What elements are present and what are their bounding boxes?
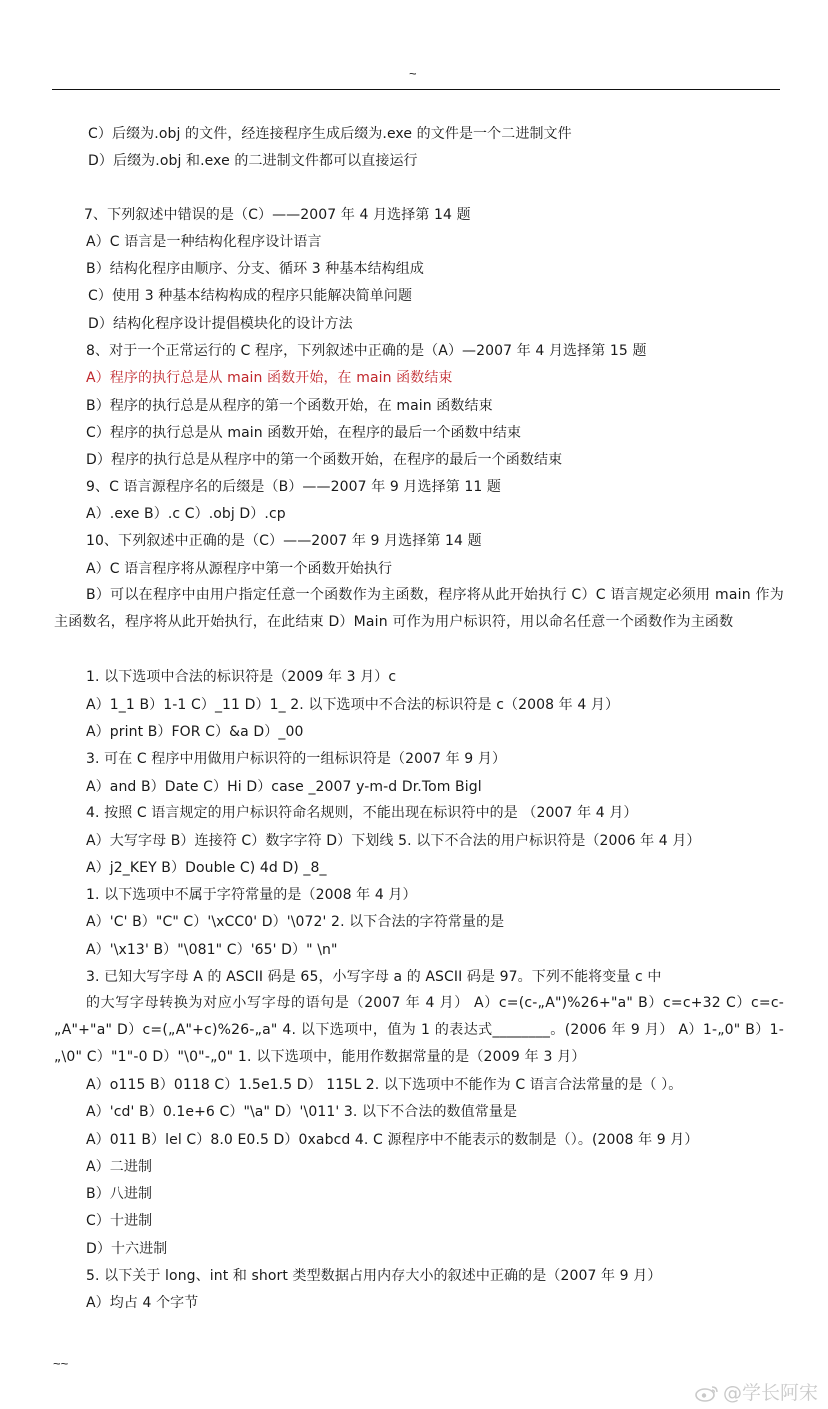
watermark-text: @学长阿宋 [722,1382,818,1404]
text-line: A）011 B）lel C）8.0 E0.5 D）0xabcd 4. C 源程序中不能表示的数制是（）。(2008 年 9 月） [86,1132,699,1148]
text-line: A）.exe B）.c C）.obj D）.cp [86,506,286,522]
header-mark: ~ [409,66,417,81]
text-line: A）1_1 B）1-1 C）_11 D）1_ 2. 以下选项中不合法的标识符是 c（2008 年 4 月） [86,697,620,713]
text-line: A）j2_KEY B）Double C) 4d D) _8_ [86,860,327,876]
text-line: 1. 以下选项中合法的标识符是（2009 年 3 月）c [86,669,397,685]
text-line: 3. 可在 C 程序中用做用户标识符的一组标识符是（2007 年 9 月） [86,751,507,767]
text-line: D）结构化程序设计提倡模块化的设计方法 [88,316,353,332]
text-line: B）程序的执行总是从程序的第一个函数开始，在 main 函数结束 [86,398,493,414]
header-rule [52,89,780,90]
paragraph-main-function: B）可以在程序中由用户指定任意一个函数作为主函数，程序将从此开始执行 C）C 语言规定必须用 main 作为主函数名，程序将从此开始执行，在此结束 D）Main 可作为用户标识符，用以命名任意一个函数作为主函数 [54,587,784,630]
text-line: 3. 已知大写字母 A 的 ASCII 码是 65，小写字母 a 的 ASCII 码是 97。下列不能将变量 c 中 [86,969,662,985]
text-line: D）后缀为.obj 和.exe 的二进制文件都可以直接运行 [88,153,418,169]
text-line: A）'\x13' B）"\081" C）'65' D）" \n" [86,942,338,958]
text-line: A）C 语言程序将从源程序中第一个函数开始执行 [86,561,393,577]
question-9: 9、C 语言源程序名的后缀是（B）——2007 年 9 月选择第 11 题 [86,479,502,495]
text-line: A）C 语言是一种结构化程序设计语言 [86,234,322,250]
text-line: B）八进制 [86,1186,153,1202]
text-line: C）使用 3 种基本结构构成的程序只能解决简单问题 [88,288,413,304]
paragraph-ascii: 的大写字母转换为对应小写字母的语句是（2007 年 4 月） A）c=(c-„A")%26+"a" B）c=c+32 C）c=c-„A"+"a" D）c=(„A"+c)%26-„a" 4. 以下选项中，值为 1 的表达式________。(2006 年 9 月） A）1-„0" B）1-„\0" C）"1"-0 D）"\0"-„0" 1. 以下选项中，能用作数据常量的是（2009 年 3 月） [54,995,784,1065]
watermark [694,1378,818,1405]
text-line: A）and B）Date C）Hi D）case _2007 y-m-d Dr.Tom Bigl [86,779,482,795]
text-line: C）后缀为.obj 的文件，经连接程序生成后缀为.exe 的文件是一个二进制文件 [88,126,572,142]
question-10: 10、下列叙述中正确的是（C）——2007 年 9 月选择第 14 题 [86,533,482,549]
footer-mark: ~~ [53,1356,69,1371]
text-line: 5. 以下关于 long、int 和 short 类型数据占用内存大小的叙述中正确的是（2007 年 9 月） [86,1268,662,1284]
text-line: A）大写字母 B）连接符 C）数字字符 D）下划线 5. 以下不合法的用户标识符是（2006 年 4 月） [86,833,701,849]
text-line: A）print B）FOR C）&a D）_00 [86,724,304,740]
weibo-logo-icon [694,1384,720,1402]
text-line: B）结构化程序由顺序、分支、循环 3 种基本结构组成 [86,261,425,277]
text-line: A）'cd' B）0.1e+6 C）"\a" D）'\011' 3. 以下不合法的数值常量是 [86,1104,518,1120]
text-line: 4. 按照 C 语言规定的用户标识符命名规则，不能出现在标识符中的是 （2007 年 4 月） [86,805,638,821]
text-line: 1. 以下选项中不属于字符常量的是（2008 年 4 月） [86,887,417,903]
question-8: 8、对于一个正常运行的 C 程序，下列叙述中正确的是（A）—2007 年 4 月选择第 15 题 [86,343,647,359]
text-line: A）均占 4 个字节 [86,1295,199,1311]
highlighted-answer: A）程序的执行总是从 main 函数开始，在 main 函数结束 [86,370,453,386]
text-line: D）十六进制 [86,1241,168,1257]
text-line: A）'C' B）"C" C）'\xCC0' D）'\072' 2. 以下合法的字符常量的是 [86,914,505,930]
question-7: 7、下列叙述中错误的是（C）——2007 年 4 月选择第 14 题 [84,207,471,223]
text-line: C）十进制 [86,1213,153,1229]
text-line: C）程序的执行总是从 main 函数开始，在程序的最后一个函数中结束 [86,425,522,441]
text-line: A）二进制 [86,1159,153,1175]
text-line: A）o115 B）0118 C）1.5e1.5 D） 115L 2. 以下选项中不能作为 C 语言合法常量的是（ ）。 [86,1077,683,1093]
text-line: D）程序的执行总是从程序中的第一个函数开始，在程序的最后一个函数结束 [86,452,563,468]
